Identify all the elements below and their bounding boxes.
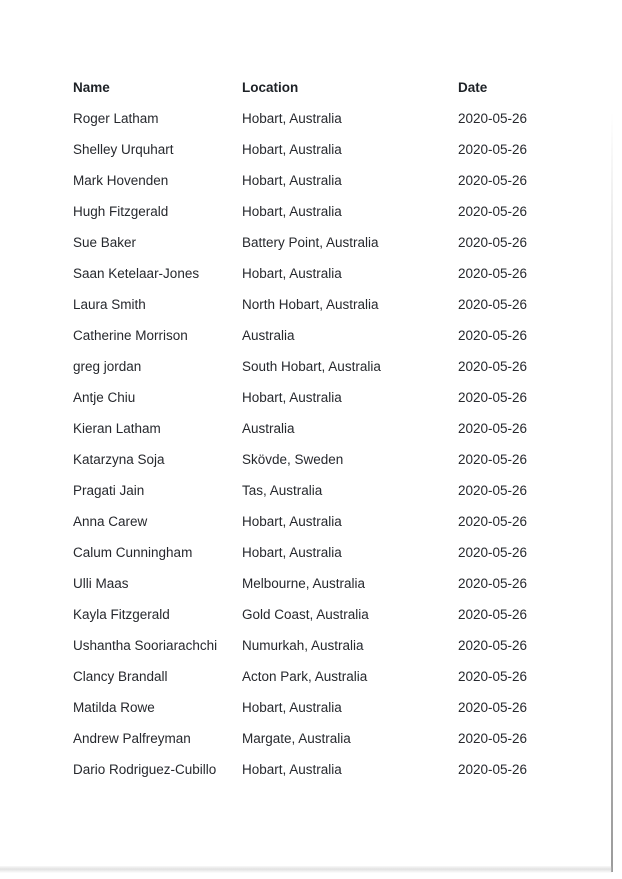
table-row bbox=[73, 165, 570, 196]
name-cell: Ulli Maas bbox=[73, 576, 129, 591]
location-cell: Hobart, Australia bbox=[242, 173, 342, 188]
page-edge-right-shadow bbox=[611, 112, 613, 872]
table-row bbox=[73, 599, 570, 630]
location-cell: Hobart, Australia bbox=[242, 266, 342, 281]
table-row bbox=[73, 537, 570, 568]
name-cell: Pragati Jain bbox=[73, 483, 145, 498]
location-cell: Melbourne, Australia bbox=[242, 576, 366, 591]
location-cell: Numurkah, Australia bbox=[242, 638, 364, 653]
date-cell: 2020-05-26 bbox=[458, 669, 528, 684]
table-row bbox=[73, 754, 570, 785]
table-row bbox=[73, 444, 570, 475]
location-cell: Tas, Australia bbox=[242, 483, 323, 498]
location-cell: South Hobart, Australia bbox=[242, 359, 381, 374]
date-cell: 2020-05-26 bbox=[458, 731, 528, 746]
name-cell: Sue Baker bbox=[73, 235, 137, 250]
table-row bbox=[73, 630, 570, 661]
date-cell: 2020-05-26 bbox=[458, 297, 528, 312]
date-cell: 2020-05-26 bbox=[458, 266, 528, 281]
date-cell: 2020-05-26 bbox=[458, 576, 528, 591]
date-cell: 2020-05-26 bbox=[458, 545, 528, 560]
location-cell: Margate, Australia bbox=[242, 731, 351, 746]
contact-table-container bbox=[73, 72, 570, 785]
table-row bbox=[73, 506, 570, 537]
table-row bbox=[73, 661, 570, 692]
table-row bbox=[73, 320, 570, 351]
date-cell: 2020-05-26 bbox=[458, 607, 528, 622]
date-cell: 2020-05-26 bbox=[458, 638, 528, 653]
date-cell: 2020-05-26 bbox=[458, 483, 528, 498]
location-cell: Hobart, Australia bbox=[242, 111, 342, 126]
date-cell: 2020-05-26 bbox=[458, 204, 528, 219]
table-row bbox=[73, 382, 570, 413]
location-cell: Hobart, Australia bbox=[242, 204, 342, 219]
date-cell: 2020-05-26 bbox=[458, 328, 528, 343]
table-row bbox=[73, 134, 570, 165]
date-cell: 2020-05-26 bbox=[458, 142, 528, 157]
name-cell: Katarzyna Soja bbox=[73, 452, 165, 467]
date-cell: 2020-05-26 bbox=[458, 359, 528, 374]
name-cell: Antje Chiu bbox=[73, 390, 136, 405]
name-cell: Calum Cunningham bbox=[73, 545, 193, 560]
contact-table bbox=[73, 72, 570, 785]
location-cell: Hobart, Australia bbox=[242, 142, 342, 157]
date-cell: 2020-05-26 bbox=[458, 514, 528, 529]
date-cell: 2020-05-26 bbox=[458, 762, 528, 777]
table-row bbox=[73, 568, 570, 599]
date-cell: 2020-05-26 bbox=[458, 452, 528, 467]
name-cell: Kieran Latham bbox=[73, 421, 161, 436]
name-cell: Ushantha Sooriarachchi bbox=[73, 638, 218, 653]
date-cell: 2020-05-26 bbox=[458, 421, 528, 436]
location-cell: Gold Coast, Australia bbox=[242, 607, 369, 622]
table-row bbox=[73, 475, 570, 506]
name-cell: Clancy Brandall bbox=[73, 669, 168, 684]
date-cell: 2020-05-26 bbox=[458, 111, 528, 126]
date-cell: 2020-05-26 bbox=[458, 173, 528, 188]
location-cell: Battery Point, Australia bbox=[242, 235, 379, 250]
location-cell: Hobart, Australia bbox=[242, 514, 342, 529]
name-cell: Andrew Palfreyman bbox=[73, 731, 191, 746]
table-row bbox=[73, 351, 570, 382]
page-edge-bottom-shadow bbox=[0, 866, 612, 873]
location-cell: Australia bbox=[242, 421, 295, 436]
name-cell: Saan Ketelaar-Jones bbox=[73, 266, 200, 281]
table-header bbox=[73, 72, 570, 103]
name-cell: Anna Carew bbox=[73, 514, 148, 529]
table-row bbox=[73, 227, 570, 258]
location-cell: Acton Park, Australia bbox=[242, 669, 368, 684]
location-cell: Hobart, Australia bbox=[242, 762, 342, 777]
column-header-name: Name bbox=[73, 80, 110, 95]
table-row bbox=[73, 413, 570, 444]
location-cell: Skövde, Sweden bbox=[242, 452, 344, 467]
table-row bbox=[73, 196, 570, 227]
table-row bbox=[73, 289, 570, 320]
date-cell: 2020-05-26 bbox=[458, 235, 528, 250]
name-cell: Kayla Fitzgerald bbox=[73, 607, 170, 622]
name-cell: Hugh Fitzgerald bbox=[73, 204, 169, 219]
name-cell: Matilda Rowe bbox=[73, 700, 155, 715]
column-header-date: Date bbox=[458, 80, 488, 95]
location-cell: North Hobart, Australia bbox=[242, 297, 379, 312]
date-cell: 2020-05-26 bbox=[458, 390, 528, 405]
table-row bbox=[73, 723, 570, 754]
table-row bbox=[73, 258, 570, 289]
table-row bbox=[73, 103, 570, 134]
location-cell: Hobart, Australia bbox=[242, 545, 342, 560]
name-cell: Dario Rodriguez-Cubillo bbox=[73, 762, 217, 777]
table-header-row bbox=[73, 72, 570, 103]
name-cell: Mark Hovenden bbox=[73, 173, 169, 188]
name-cell: Catherine Morrison bbox=[73, 328, 188, 343]
table-body bbox=[73, 103, 570, 785]
location-cell: Hobart, Australia bbox=[242, 700, 342, 715]
column-header-location: Location bbox=[242, 80, 299, 95]
name-cell: Laura Smith bbox=[73, 297, 146, 312]
location-cell: Hobart, Australia bbox=[242, 390, 342, 405]
location-cell: Australia bbox=[242, 328, 295, 343]
date-cell: 2020-05-26 bbox=[458, 700, 528, 715]
table-row bbox=[73, 692, 570, 723]
name-cell: Roger Latham bbox=[73, 111, 159, 126]
name-cell: greg jordan bbox=[73, 359, 142, 374]
name-cell: Shelley Urquhart bbox=[73, 142, 174, 157]
